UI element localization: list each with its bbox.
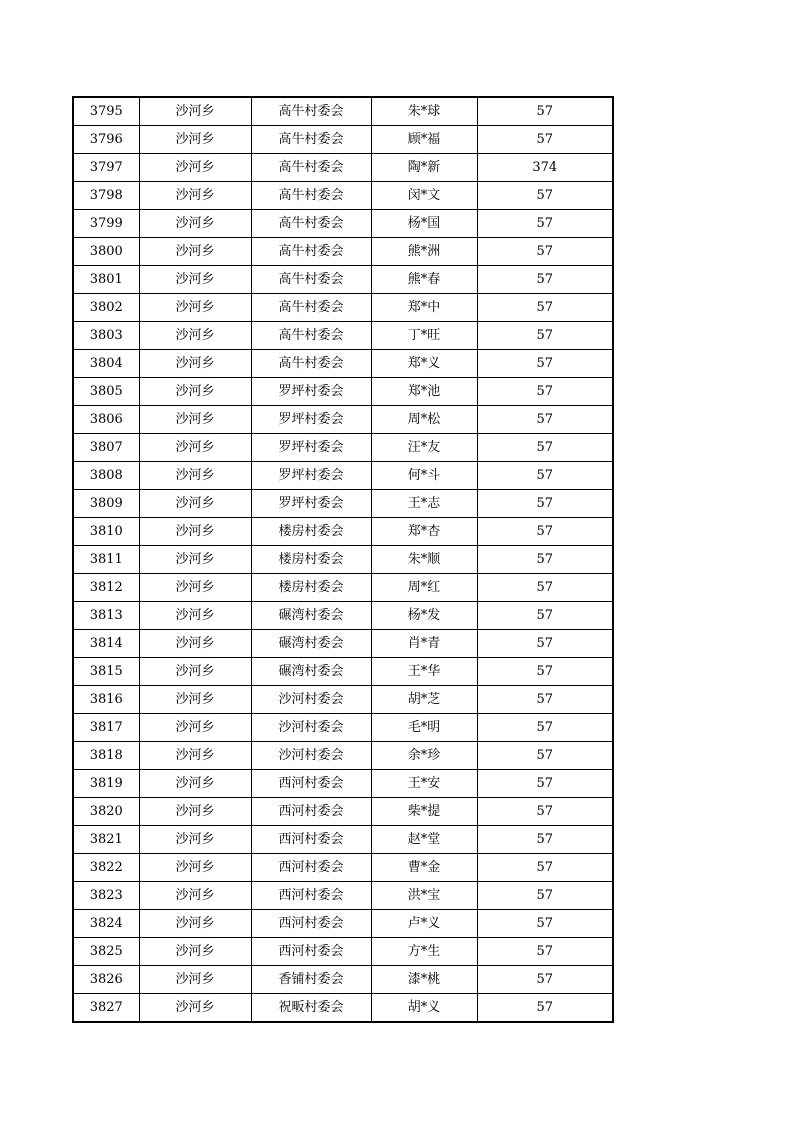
person-name-cell: 朱*球 [371,97,477,126]
village-committee-cell: 楼房村委会 [251,518,371,546]
person-name-cell: 漆*桃 [371,966,477,994]
village-committee-cell: 高牛村委会 [251,126,371,154]
amount-cell: 57 [477,826,613,854]
record-number-cell: 3826 [73,966,139,994]
record-number-cell: 3805 [73,378,139,406]
record-number-cell: 3812 [73,574,139,602]
village-committee-cell: 楼房村委会 [251,574,371,602]
record-table [72,96,614,1023]
township-cell: 沙河乡 [139,574,251,602]
township-cell: 沙河乡 [139,462,251,490]
table-row [73,714,613,742]
table-row [73,126,613,154]
table-row [73,658,613,686]
township-cell: 沙河乡 [139,518,251,546]
amount-cell: 57 [477,658,613,686]
township-cell: 沙河乡 [139,294,251,322]
record-number-cell: 3795 [73,97,139,126]
person-name-cell: 毛*明 [371,714,477,742]
amount-cell: 57 [477,182,613,210]
person-name-cell: 朱*顺 [371,546,477,574]
village-committee-cell: 罗坪村委会 [251,378,371,406]
person-name-cell: 丁*旺 [371,322,477,350]
amount-cell: 57 [477,770,613,798]
village-committee-cell: 楼房村委会 [251,546,371,574]
table-row [73,154,613,182]
village-committee-cell: 西河村委会 [251,798,371,826]
table-row [73,434,613,462]
village-committee-cell: 碾湾村委会 [251,658,371,686]
amount-cell: 57 [477,798,613,826]
table-row [73,266,613,294]
amount-cell: 57 [477,602,613,630]
person-name-cell: 曹*金 [371,854,477,882]
village-committee-cell: 香铺村委会 [251,966,371,994]
township-cell: 沙河乡 [139,686,251,714]
record-number-cell: 3823 [73,882,139,910]
record-number-cell: 3798 [73,182,139,210]
amount-cell: 57 [477,406,613,434]
table-row [73,238,613,266]
amount-cell: 57 [477,518,613,546]
person-name-cell: 郑*中 [371,294,477,322]
township-cell: 沙河乡 [139,770,251,798]
record-number-cell: 3821 [73,826,139,854]
township-cell: 沙河乡 [139,798,251,826]
person-name-cell: 胡*芝 [371,686,477,714]
township-cell: 沙河乡 [139,938,251,966]
person-name-cell: 赵*堂 [371,826,477,854]
person-name-cell: 熊*春 [371,266,477,294]
record-number-cell: 3797 [73,154,139,182]
person-name-cell: 闵*文 [371,182,477,210]
village-committee-cell: 西河村委会 [251,826,371,854]
record-number-cell: 3815 [73,658,139,686]
township-cell: 沙河乡 [139,602,251,630]
table-row [73,294,613,322]
amount-cell: 57 [477,126,613,154]
person-name-cell: 周*红 [371,574,477,602]
village-committee-cell: 高牛村委会 [251,350,371,378]
record-number-cell: 3822 [73,854,139,882]
record-number-cell: 3818 [73,742,139,770]
table-row [73,97,613,126]
record-number-cell: 3804 [73,350,139,378]
table-row [73,966,613,994]
village-committee-cell: 祝畈村委会 [251,994,371,1023]
village-committee-cell: 高牛村委会 [251,238,371,266]
table-row [73,798,613,826]
person-name-cell: 王*华 [371,658,477,686]
record-number-cell: 3825 [73,938,139,966]
table-row [73,406,613,434]
amount-cell: 57 [477,350,613,378]
record-number-cell: 3814 [73,630,139,658]
person-name-cell: 何*斗 [371,462,477,490]
table-row [73,686,613,714]
person-name-cell: 胡*义 [371,994,477,1023]
village-committee-cell: 高牛村委会 [251,154,371,182]
record-number-cell: 3810 [73,518,139,546]
record-number-cell: 3819 [73,770,139,798]
village-committee-cell: 高牛村委会 [251,294,371,322]
township-cell: 沙河乡 [139,126,251,154]
person-name-cell: 周*松 [371,406,477,434]
amount-cell: 57 [477,266,613,294]
record-number-cell: 3813 [73,602,139,630]
village-committee-cell: 罗坪村委会 [251,490,371,518]
township-cell: 沙河乡 [139,378,251,406]
township-cell: 沙河乡 [139,350,251,378]
village-committee-cell: 西河村委会 [251,910,371,938]
amount-cell: 57 [477,882,613,910]
table-row [73,938,613,966]
person-name-cell: 王*安 [371,770,477,798]
village-committee-cell: 西河村委会 [251,938,371,966]
township-cell: 沙河乡 [139,97,251,126]
record-number-cell: 3803 [73,322,139,350]
township-cell: 沙河乡 [139,490,251,518]
table-row [73,602,613,630]
record-number-cell: 3824 [73,910,139,938]
township-cell: 沙河乡 [139,714,251,742]
township-cell: 沙河乡 [139,238,251,266]
village-committee-cell: 沙河村委会 [251,742,371,770]
record-number-cell: 3800 [73,238,139,266]
amount-cell: 57 [477,994,613,1023]
person-name-cell: 杨*国 [371,210,477,238]
table-row [73,210,613,238]
table-row [73,910,613,938]
record-number-cell: 3820 [73,798,139,826]
amount-cell: 57 [477,434,613,462]
village-committee-cell: 西河村委会 [251,854,371,882]
record-number-cell: 3827 [73,994,139,1023]
township-cell: 沙河乡 [139,966,251,994]
township-cell: 沙河乡 [139,826,251,854]
township-cell: 沙河乡 [139,266,251,294]
person-name-cell: 洪*宝 [371,882,477,910]
amount-cell: 57 [477,938,613,966]
person-name-cell: 陶*新 [371,154,477,182]
village-committee-cell: 碾湾村委会 [251,630,371,658]
township-cell: 沙河乡 [139,630,251,658]
township-cell: 沙河乡 [139,154,251,182]
township-cell: 沙河乡 [139,406,251,434]
table-row [73,378,613,406]
amount-cell: 57 [477,966,613,994]
record-number-cell: 3801 [73,266,139,294]
township-cell: 沙河乡 [139,546,251,574]
table-row [73,322,613,350]
village-committee-cell: 罗坪村委会 [251,406,371,434]
township-cell: 沙河乡 [139,742,251,770]
village-committee-cell: 西河村委会 [251,882,371,910]
record-number-cell: 3807 [73,434,139,462]
amount-cell: 57 [477,910,613,938]
table-row [73,518,613,546]
village-committee-cell: 碾湾村委会 [251,602,371,630]
amount-cell: 57 [477,378,613,406]
amount-cell: 57 [477,686,613,714]
village-committee-cell: 沙河村委会 [251,686,371,714]
amount-cell: 57 [477,546,613,574]
record-number-cell: 3811 [73,546,139,574]
person-name-cell: 郑*杏 [371,518,477,546]
amount-cell: 57 [477,294,613,322]
amount-cell: 57 [477,462,613,490]
township-cell: 沙河乡 [139,994,251,1023]
amount-cell: 57 [477,490,613,518]
table-row [73,770,613,798]
record-number-cell: 3806 [73,406,139,434]
table-row [73,546,613,574]
village-committee-cell: 沙河村委会 [251,714,371,742]
table-row [73,462,613,490]
record-number-cell: 3802 [73,294,139,322]
person-name-cell: 肖*青 [371,630,477,658]
township-cell: 沙河乡 [139,322,251,350]
village-committee-cell: 西河村委会 [251,770,371,798]
table-row [73,182,613,210]
person-name-cell: 余*珍 [371,742,477,770]
record-number-cell: 3809 [73,490,139,518]
table-row [73,350,613,378]
person-name-cell: 郑*池 [371,378,477,406]
table-row [73,826,613,854]
record-number-cell: 3799 [73,210,139,238]
table-row [73,854,613,882]
record-table-body [73,97,613,1022]
amount-cell: 57 [477,854,613,882]
amount-cell: 374 [477,154,613,182]
village-committee-cell: 高牛村委会 [251,210,371,238]
record-number-cell: 3796 [73,126,139,154]
amount-cell: 57 [477,714,613,742]
table-row [73,630,613,658]
township-cell: 沙河乡 [139,882,251,910]
person-name-cell: 顾*福 [371,126,477,154]
person-name-cell: 卢*义 [371,910,477,938]
township-cell: 沙河乡 [139,182,251,210]
person-name-cell: 熊*洲 [371,238,477,266]
township-cell: 沙河乡 [139,854,251,882]
amount-cell: 57 [477,210,613,238]
amount-cell: 57 [477,574,613,602]
village-committee-cell: 高牛村委会 [251,322,371,350]
township-cell: 沙河乡 [139,658,251,686]
village-committee-cell: 罗坪村委会 [251,462,371,490]
amount-cell: 57 [477,238,613,266]
person-name-cell: 王*志 [371,490,477,518]
amount-cell: 57 [477,322,613,350]
table-row [73,994,613,1023]
township-cell: 沙河乡 [139,434,251,462]
village-committee-cell: 高牛村委会 [251,182,371,210]
table-row [73,574,613,602]
person-name-cell: 汪*友 [371,434,477,462]
amount-cell: 57 [477,97,613,126]
township-cell: 沙河乡 [139,210,251,238]
table-row [73,742,613,770]
person-name-cell: 郑*义 [371,350,477,378]
table-row [73,882,613,910]
amount-cell: 57 [477,630,613,658]
table-row [73,490,613,518]
person-name-cell: 柴*提 [371,798,477,826]
village-committee-cell: 罗坪村委会 [251,434,371,462]
village-committee-cell: 高牛村委会 [251,266,371,294]
record-number-cell: 3817 [73,714,139,742]
township-cell: 沙河乡 [139,910,251,938]
record-number-cell: 3816 [73,686,139,714]
village-committee-cell: 高牛村委会 [251,97,371,126]
person-name-cell: 杨*发 [371,602,477,630]
amount-cell: 57 [477,742,613,770]
record-number-cell: 3808 [73,462,139,490]
person-name-cell: 方*生 [371,938,477,966]
